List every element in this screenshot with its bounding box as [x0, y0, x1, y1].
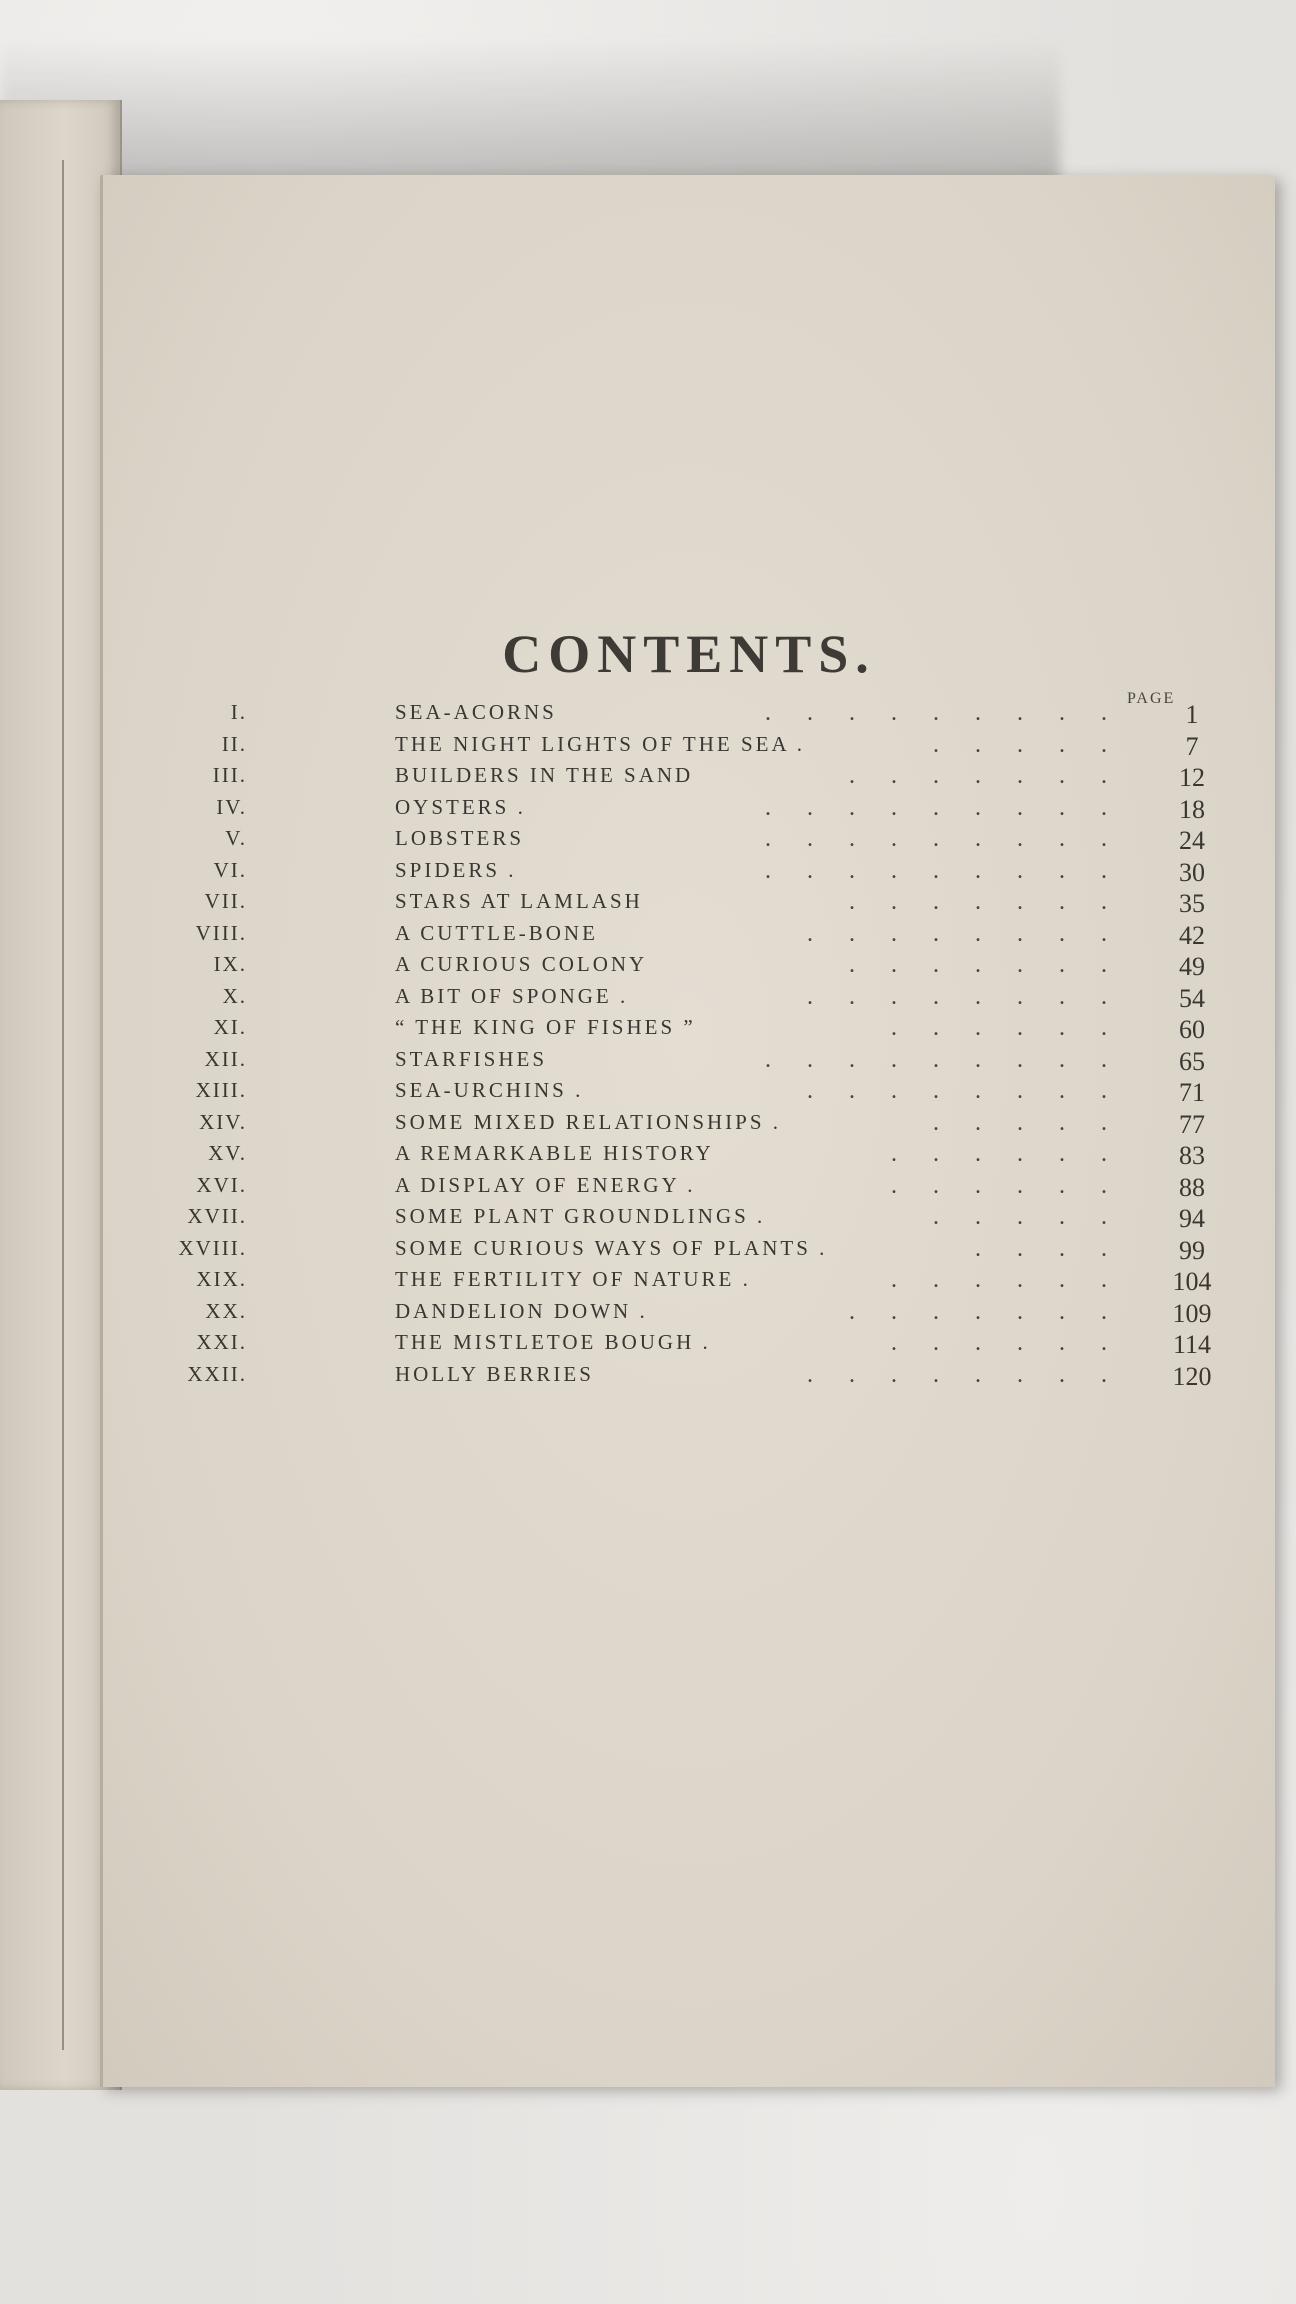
page-column-label: PAGE — [1127, 690, 1176, 707]
dot-leader: ...... — [891, 1141, 1143, 1167]
dot-leader: ....... — [849, 952, 1143, 978]
chapter-page-number: 24 — [1179, 826, 1205, 855]
chapter-title: A REMARKABLE HISTORY — [395, 1141, 714, 1165]
dot-leader: ...... — [891, 1172, 1143, 1199]
chapter-number: I. — [230, 700, 247, 724]
dot-leader: ........ — [807, 1361, 1143, 1388]
chapter-page-number: 35 — [1179, 889, 1205, 918]
chapter-number: VI. — [213, 857, 247, 882]
chapter-page-number: 54 — [1179, 983, 1205, 1013]
dot-leader: ..... — [933, 1109, 1143, 1136]
chapter-page-number: 83 — [1179, 1141, 1205, 1170]
chapter-number: XIII. — [195, 1078, 247, 1102]
chapter-page-number: 12 — [1179, 763, 1205, 792]
dot-leader: ....... — [849, 1298, 1143, 1325]
chapter-title: BUILDERS IN THE SAND — [395, 763, 694, 787]
chapter-page-number: 77 — [1179, 1109, 1205, 1139]
chapter-title: STARS AT LAMLASH — [395, 889, 643, 913]
chapter-page-number: 30 — [1179, 857, 1205, 887]
dot-leader: .... — [975, 1235, 1143, 1262]
chapter-title: SPIDERS . — [395, 857, 517, 882]
chapter-title: SOME PLANT GROUNDLINGS . — [395, 1204, 766, 1228]
dot-leader: ....... — [849, 763, 1143, 789]
chapter-page-number: 7 — [1185, 731, 1199, 761]
dot-leader: ......... — [765, 826, 1143, 852]
chapter-page-number: 60 — [1179, 1015, 1205, 1044]
chapter-page-number: 71 — [1179, 1078, 1205, 1107]
chapter-number: XV. — [208, 1141, 247, 1165]
chapter-title: DANDELION DOWN . — [395, 1298, 648, 1323]
chapter-title: THE NIGHT LIGHTS OF THE SEA . — [395, 731, 805, 756]
chapter-page-number: 18 — [1179, 794, 1205, 824]
chapter-number: X. — [222, 983, 247, 1008]
chapter-number: IX. — [213, 952, 247, 976]
chapter-page-number: 120 — [1172, 1361, 1212, 1391]
chapter-number: XVI. — [196, 1172, 247, 1197]
dot-leader: ....... — [849, 889, 1143, 915]
chapter-number: XX. — [205, 1298, 247, 1323]
chapter-title: THE FERTILITY OF NATURE . — [395, 1267, 751, 1291]
chapter-page-number: 99 — [1179, 1235, 1205, 1265]
chapter-number: III. — [212, 763, 247, 787]
chapter-number: VII. — [204, 889, 247, 913]
chapter-title: SOME MIXED RELATIONSHIPS . — [395, 1109, 782, 1134]
chapter-page-number: 114 — [1172, 1330, 1212, 1359]
dot-leader: ..... — [933, 1204, 1143, 1230]
contents-entry — [103, 1362, 1275, 1402]
chapter-number: XIX. — [196, 1267, 247, 1291]
chapter-number: IV. — [216, 794, 247, 819]
chapter-title: A CURIOUS COLONY — [395, 952, 648, 976]
dot-leader: ......... — [765, 794, 1143, 821]
dot-leader: ........ — [807, 983, 1143, 1010]
chapter-number: XVIII. — [178, 1235, 247, 1260]
spine-fold-line — [62, 160, 64, 2050]
chapter-title: STARFISHES — [395, 1046, 548, 1071]
dot-leader: ......... — [765, 700, 1143, 726]
chapter-title: LOBSTERS — [395, 826, 525, 850]
chapter-title: SEA-URCHINS . — [395, 1078, 584, 1102]
dot-leader: ..... — [933, 731, 1143, 758]
chapter-number: II. — [221, 731, 247, 756]
chapter-title: THE MISTLETOE BOUGH . — [395, 1330, 711, 1354]
dot-leader: ........ — [807, 920, 1143, 947]
dot-leader: ...... — [891, 1330, 1143, 1356]
chapter-number: XIV. — [199, 1109, 247, 1134]
chapter-page-number: 94 — [1179, 1204, 1205, 1233]
chapter-page-number: 49 — [1179, 952, 1205, 981]
chapter-number: XI. — [213, 1015, 247, 1039]
chapter-number: XVII. — [187, 1204, 247, 1228]
chapter-number: XXI. — [196, 1330, 247, 1354]
chapter-page-number: 109 — [1172, 1298, 1212, 1328]
page-title: CONTENTS. — [502, 624, 876, 684]
chapter-title: SEA-ACORNS — [395, 700, 557, 724]
chapter-title: HOLLY BERRIES — [395, 1361, 594, 1386]
chapter-title: A CUTTLE-BONE — [395, 920, 598, 945]
dot-leader: ...... — [891, 1267, 1143, 1293]
chapter-title: A DISPLAY OF ENERGY . — [395, 1172, 696, 1197]
chapter-title: OYSTERS . — [395, 794, 526, 819]
chapter-number: V. — [225, 826, 247, 850]
dot-leader: ......... — [765, 1046, 1143, 1073]
chapter-page-number: 88 — [1179, 1172, 1205, 1202]
chapter-page-number: 42 — [1179, 920, 1205, 950]
chapter-page-number: 1 — [1185, 700, 1199, 729]
chapter-number: XXII. — [187, 1361, 247, 1386]
chapter-number: VIII. — [195, 920, 247, 945]
chapter-number: XII. — [204, 1046, 247, 1071]
dot-leader: ...... — [891, 1015, 1143, 1041]
chapter-title: A BIT OF SPONGE . — [395, 983, 629, 1008]
chapter-title: “ THE KING OF FISHES ” — [395, 1015, 696, 1039]
dot-leader: ........ — [807, 1078, 1143, 1104]
book-page — [100, 175, 1275, 2087]
chapter-page-number: 104 — [1172, 1267, 1212, 1296]
chapter-page-number: 65 — [1179, 1046, 1205, 1076]
contents-list — [103, 175, 1275, 2087]
dot-leader: ......... — [765, 857, 1143, 884]
chapter-title: SOME CURIOUS WAYS OF PLANTS . — [395, 1235, 828, 1260]
